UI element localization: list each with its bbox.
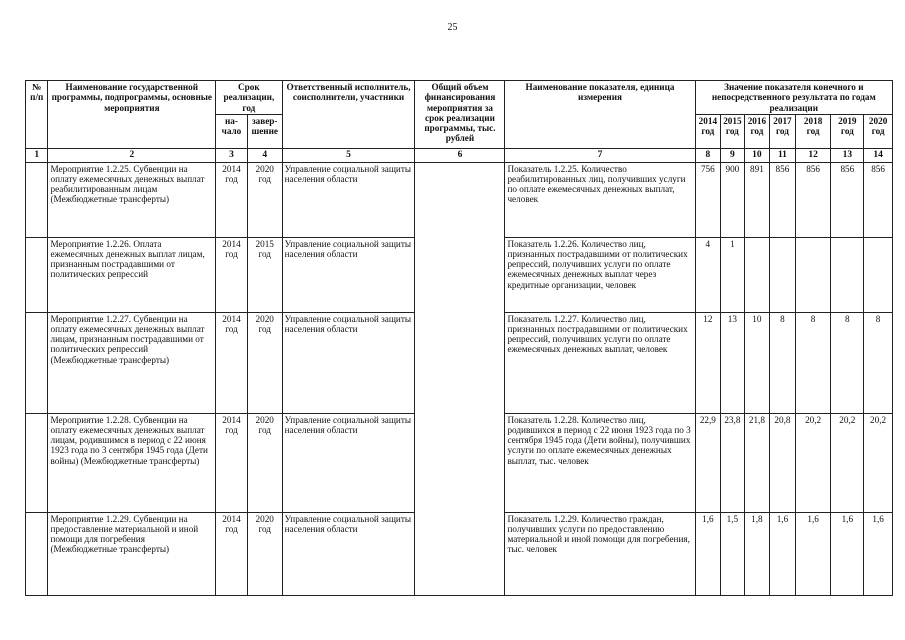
column-number: 7: [505, 148, 695, 162]
value-2016: 891: [744, 162, 770, 237]
term-start: 2014 год: [216, 312, 248, 413]
term-end: 2020 год: [247, 512, 282, 595]
value-2020: 856: [864, 162, 893, 237]
column-number: 8: [695, 148, 721, 162]
value-2017: [770, 237, 796, 312]
value-2015: 23,8: [721, 413, 745, 512]
header-values: Значение показателя конечного и непосредственного результата по годам реализации: [695, 81, 892, 115]
indicator: Показатель 1.2.29. Количество граждан, получивших услуги по предоставлению материальной и иной помощи для погребения, тыс. человек: [505, 512, 695, 595]
value-2020: 8: [864, 312, 893, 413]
value-2019: 1,6: [831, 512, 864, 595]
value-2014: 756: [695, 162, 721, 237]
value-2016: [744, 237, 770, 312]
header-year: 2017 год: [770, 114, 796, 148]
column-number: 14: [864, 148, 893, 162]
term-start: 2014 год: [216, 413, 248, 512]
column-number: 5: [282, 148, 415, 162]
row-number-cell: [26, 237, 48, 312]
column-number: 4: [247, 148, 282, 162]
value-2018: 1,6: [795, 512, 831, 595]
responsible: Управление социальной защиты населения области: [282, 512, 415, 595]
term-end: 2020 год: [247, 413, 282, 512]
value-2016: 10: [744, 312, 770, 413]
indicator: Показатель 1.2.25. Количество реабилитированных лиц, получивших услуги по оплате ежемесячных денежных выплат, человек: [505, 162, 695, 237]
responsible: Управление социальной защиты населения области: [282, 237, 415, 312]
header-year: 2018 год: [795, 114, 831, 148]
responsible: Управление социальной защиты населения области: [282, 413, 415, 512]
value-2014: 1,6: [695, 512, 721, 595]
term-start: 2014 год: [216, 162, 248, 237]
value-2020: 20,2: [864, 413, 893, 512]
finance-cell: [415, 162, 505, 595]
header-indicator: Наименование показателя, единица измерения: [505, 81, 695, 149]
value-2017: 856: [770, 162, 796, 237]
value-2015: 900: [721, 162, 745, 237]
value-2018: 8: [795, 312, 831, 413]
value-2015: 1,5: [721, 512, 745, 595]
header-year: 2014 год: [695, 114, 721, 148]
value-2014: 4: [695, 237, 721, 312]
header-year: 2020 год: [864, 114, 893, 148]
header-term-end: завер-шение: [247, 114, 282, 148]
header-year: 2016 год: [744, 114, 770, 148]
value-2014: 12: [695, 312, 721, 413]
value-2017: 20,8: [770, 413, 796, 512]
column-number: 1: [26, 148, 48, 162]
value-2019: [831, 237, 864, 312]
row-number-cell: [26, 413, 48, 512]
column-number: 13: [831, 148, 864, 162]
header-number: № п/п: [26, 81, 48, 149]
measure-name: Мероприятие 1.2.25. Субвенции на оплату ежемесячных денежных выплат реабилитированным лицам (Межбюджетные трансферты): [48, 162, 216, 237]
value-2017: 1,6: [770, 512, 796, 595]
value-2018: 856: [795, 162, 831, 237]
value-2015: 13: [721, 312, 745, 413]
column-number: 11: [770, 148, 796, 162]
row-number-cell: [26, 312, 48, 413]
header-year: 2019 год: [831, 114, 864, 148]
indicator: Показатель 1.2.27. Количество лиц, признанных пострадавшими от политических репрессий, получивших услуги по оплате ежемесячных денежных выплат, человек: [505, 312, 695, 413]
value-2015: 1: [721, 237, 745, 312]
value-2017: 8: [770, 312, 796, 413]
value-2019: 856: [831, 162, 864, 237]
table-header: [26, 81, 893, 163]
value-2014: 22,9: [695, 413, 721, 512]
column-number: 3: [216, 148, 248, 162]
row-number-cell: [26, 512, 48, 595]
value-2018: 20,2: [795, 413, 831, 512]
column-number: 10: [744, 148, 770, 162]
header-finance: Общий объем финансирования мероприятия за срок реализации программы, тыс. рублей: [415, 81, 505, 149]
measure-name: Мероприятие 1.2.27. Субвенции на оплату ежемесячных денежных выплат лицам, признанным пострадавшими от политических репрессий (Межбюджетные трансферты): [48, 312, 216, 413]
value-2019: 8: [831, 312, 864, 413]
value-2016: 21,8: [744, 413, 770, 512]
value-2020: 1,6: [864, 512, 893, 595]
measure-name: Мероприятие 1.2.28. Субвенции на оплату ежемесячных денежных выплат лицам, родившимся в период с 22 июня 1923 года по 3 сентября 1945 года (Дети войны) (Межбюджетные трансферты): [48, 413, 216, 512]
measure-name: Мероприятие 1.2.29. Субвенции на предоставление материальной и иной помощи для погребения (Межбюджетные трансферты): [48, 512, 216, 595]
measure-name: Мероприятие 1.2.26. Оплата ежемесячных денежных выплат лицам, признанным пострадавшими от политических репрессий: [48, 237, 216, 312]
header-name: Наименование государственной программы, подпрограммы, основные мероприятия: [48, 81, 216, 149]
header-term-start: на-чало: [216, 114, 248, 148]
value-2018: [795, 237, 831, 312]
header-year: 2015 год: [721, 114, 745, 148]
column-number: 9: [721, 148, 745, 162]
column-number: 2: [48, 148, 216, 162]
term-end: 2020 год: [247, 162, 282, 237]
term-start: 2014 год: [216, 237, 248, 312]
column-numbers-row: [26, 148, 893, 162]
term-end: 2020 год: [247, 312, 282, 413]
value-2020: [864, 237, 893, 312]
header-term: Срок реализации, год: [216, 81, 282, 115]
responsible: Управление социальной защиты населения области: [282, 312, 415, 413]
program-table: [25, 80, 893, 596]
value-2019: 20,2: [831, 413, 864, 512]
value-2016: 1,8: [744, 512, 770, 595]
column-number: 12: [795, 148, 831, 162]
table-row: [26, 162, 893, 237]
header-responsible: Ответственный исполнитель, соисполнители, участники: [282, 81, 415, 149]
page-number: 25: [447, 22, 458, 33]
indicator: Показатель 1.2.26. Количество лиц, признанных пострадавшими от политических репрессий, получивших услуги по оплате ежемесячных денежных выплат через кредитные организации, человек: [505, 237, 695, 312]
row-number-cell: [26, 162, 48, 237]
term-end: 2015 год: [247, 237, 282, 312]
column-number: 6: [415, 148, 505, 162]
term-start: 2014 год: [216, 512, 248, 595]
indicator: Показатель 1.2.28. Количество лиц, родившихся в период с 22 июня 1923 года по 3 сентября 1945 года (Дети войны), получивших услуги по оплате ежемесячных денежных выплат, тыс. человек: [505, 413, 695, 512]
responsible: Управление социальной защиты населения области: [282, 162, 415, 237]
